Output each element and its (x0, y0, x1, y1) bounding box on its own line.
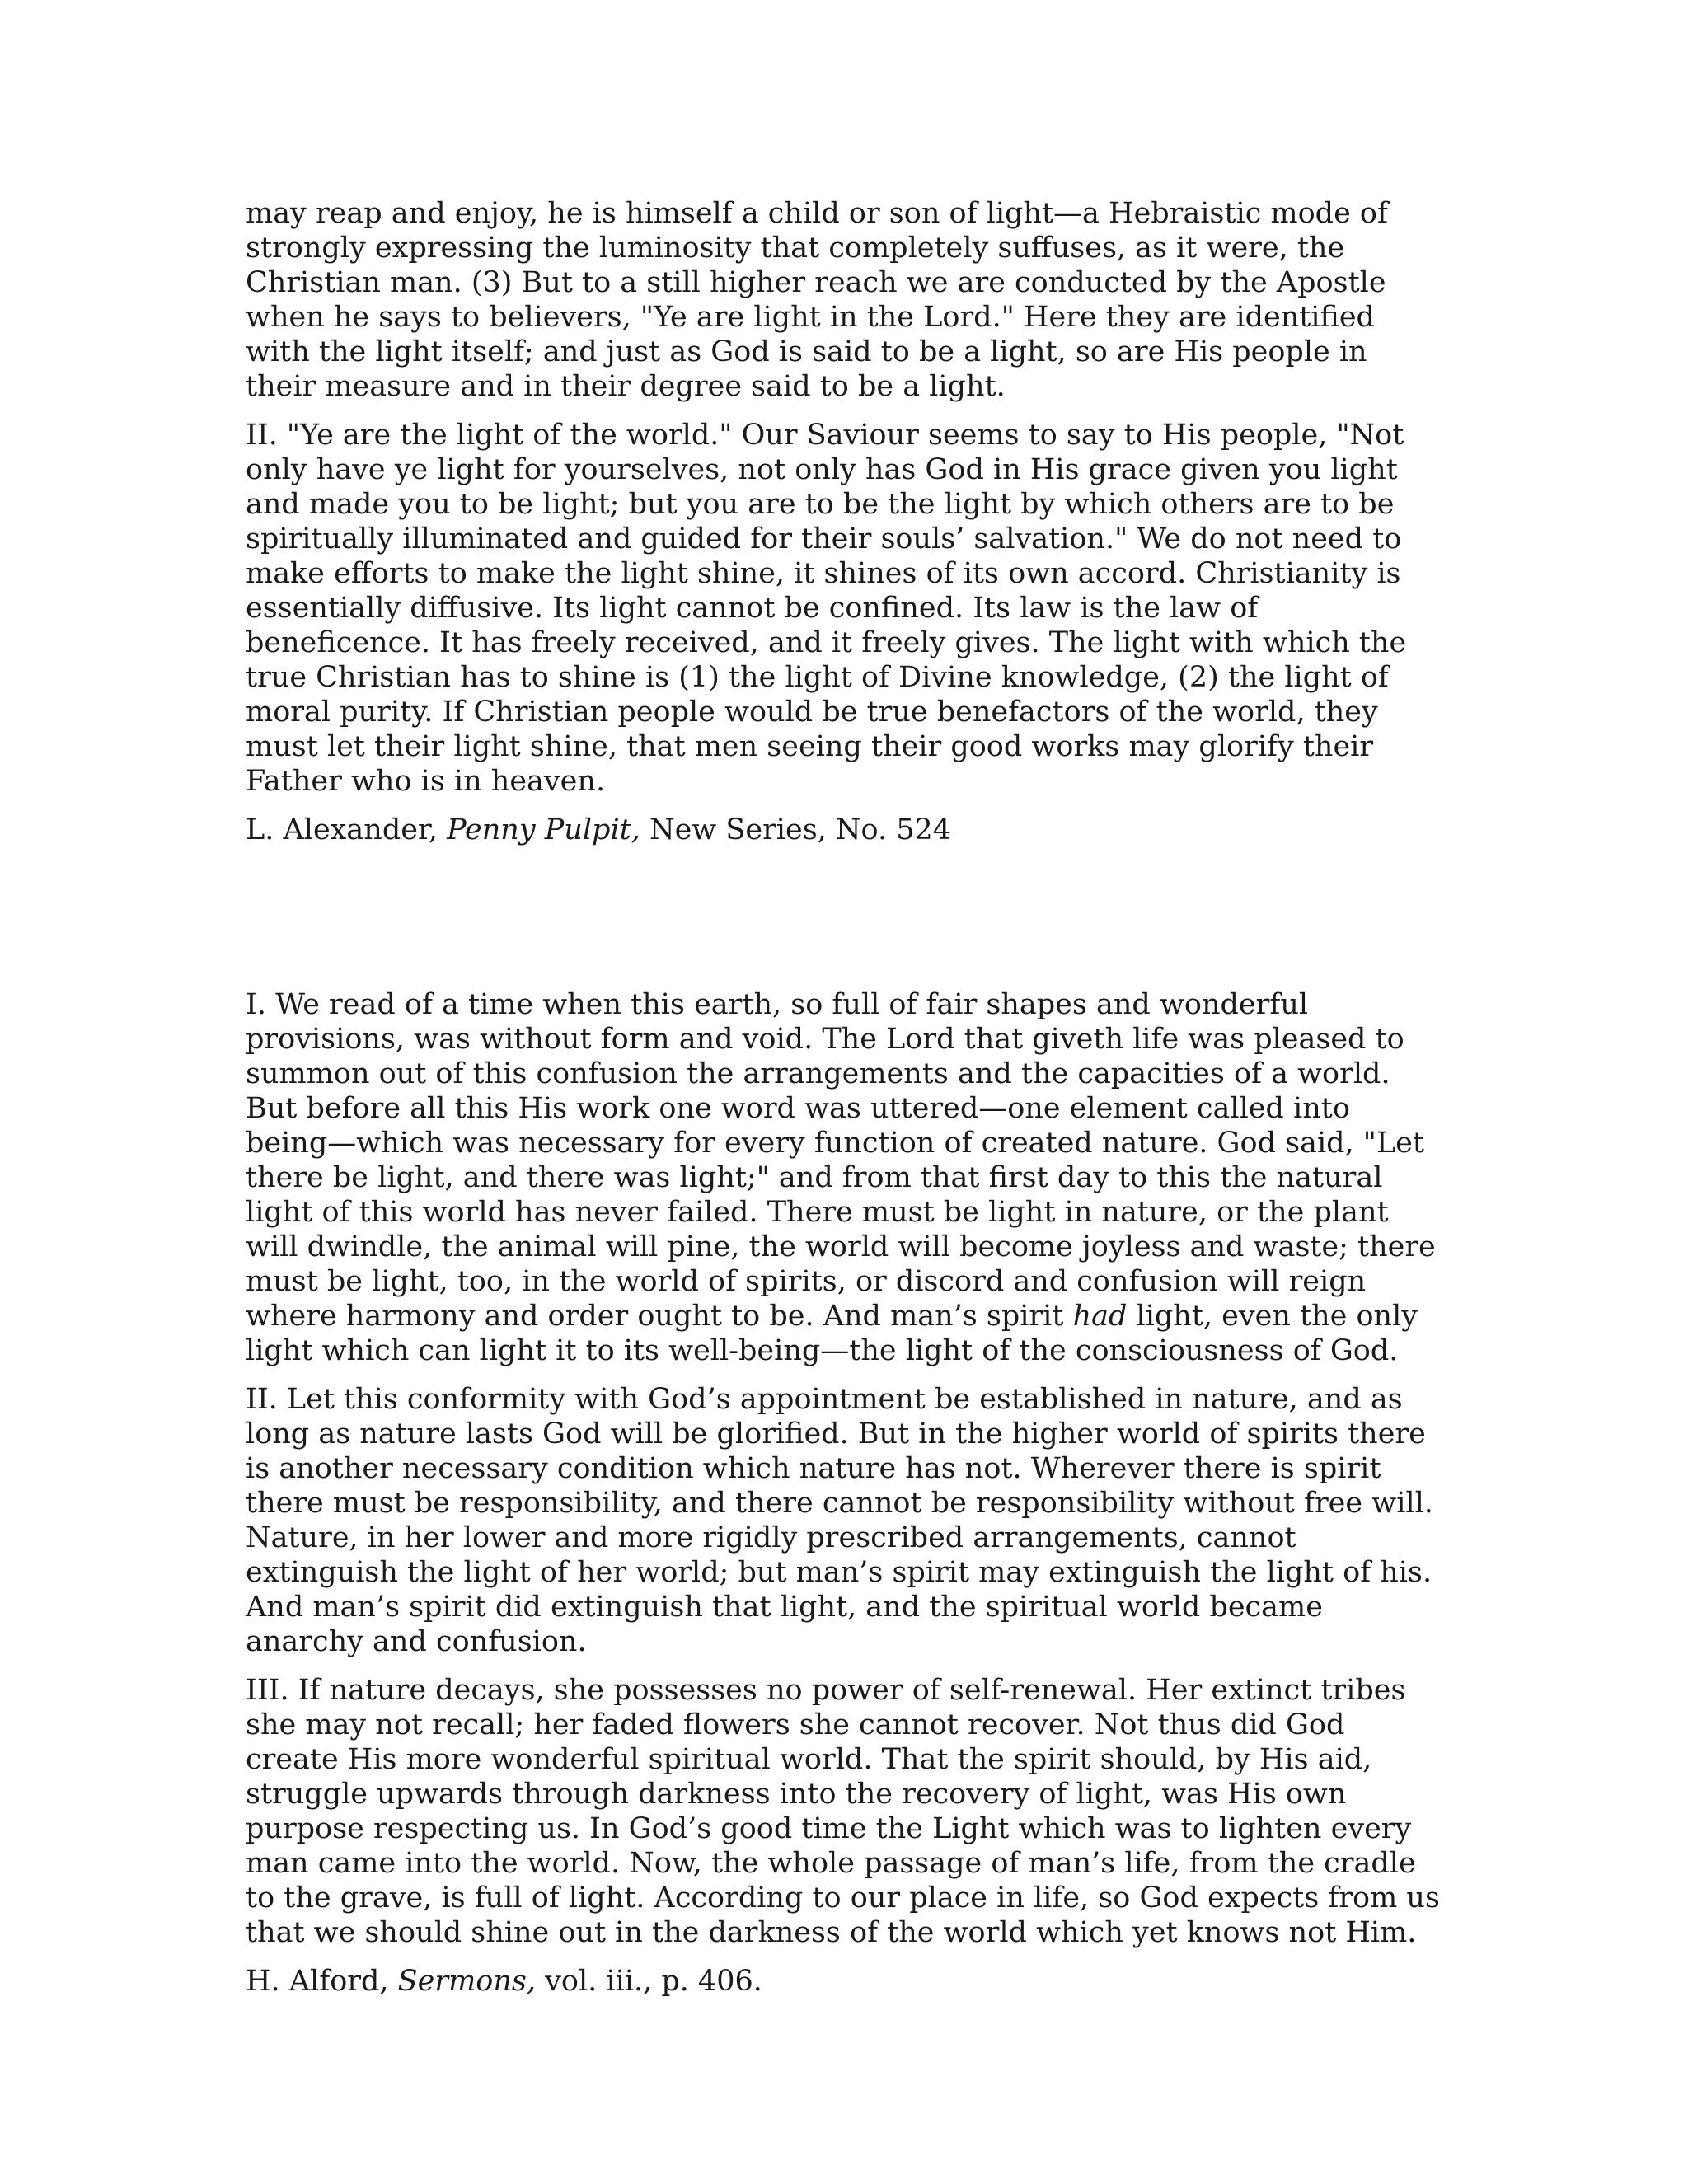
citation-alexander (246, 813, 1441, 847)
citation-work-title: Sermons, (397, 1965, 536, 1998)
citation-author: H. Alford, (246, 1965, 398, 1998)
citation-details: New Series, No. 524 (640, 813, 952, 846)
citation-details: vol. iii., p. 406. (535, 1965, 762, 1998)
citation-author: L. Alexander, (246, 813, 448, 846)
section-spacer (246, 847, 1441, 987)
paragraph-text: I. We read of a time when this earth, so full of fair shapes and wonderful provisions, was without form and void. The Lord that giveth life was pleased to summon out of this confusion the arrangements and the capacities of a world. But before all this His work one word was uttered—one element called into being—which was necessary for every function of created nature. God said, "Let there be light, and there was light;" and from that first day to this the natural light of this world has never failed. There must be light in nature, or the plant will dwindle, the animal will pine, the world will become joyless and waste; there must be light, too, in the world of spirits, or discord and confusion will reign where harmony and order ought to be. And man’s spirit (246, 988, 1436, 1333)
paragraph-light-in-the-lord: may reap and enjoy, he is himself a child or son of light—a Hebraistic mode of strongly expressing the luminosity that completely suffuses, as it were, the Christian man. (3) But to a still higher reach we are conducted by the Apostle when he says to believers, "Ye are light in the Lord." Here they are identified with the light itself; and just as God is said to be a light, so are His people in their measure and in their degree said to be a light. (246, 197, 1388, 403)
document-page (246, 196, 1441, 1999)
paragraph-let-there-be-light (246, 987, 1441, 1368)
emphasis-text: had (1072, 1300, 1128, 1333)
paragraph-free-will: II. Let this conformity with God’s appointment be established in nature, and as long as nature lasts God will be glorified. But in the higher world of spirits there is another necessary condition which nature has not. Wherever there is spirit there must be responsibility, and there cannot be responsibility without free will. Nature, in her lower and more rigidly prescribed arrangements, cannot extinguish the light of her world; but man’s spirit may extinguish the light of his. And man’s spirit did extinguish that light, and the spiritual world became anarchy and confusion. (246, 1383, 1433, 1658)
paragraph-light-of-the-world: II. "Ye are the light of the world." Our Saviour seems to say to His people, "Not only have ye light for yourselves, not only has God in His grace given you light and made you to be light; but you are to be the light by which others are to be spiritually illuminated and guided for their souls’ salvation." We do not need to make efforts to make the light shine, it shines of its own accord. Christianity is essentially diffusive. Its light cannot be confined. Its law is the law of beneficence. It has freely received, and it freely gives. The light with which the true Christian has to shine is (1) the light of Divine knowledge, (2) the light of moral purity. If Christian people would be true benefactors of the world, they must let their light shine, that men seeing their good works may glorify their Father who is in heaven. (246, 419, 1407, 798)
citation-alford (246, 1964, 1441, 1999)
paragraph-recovery-of-light: III. If nature decays, she possesses no power of self-renewal. Her extinct tribes she may not recall; her faded flowers she cannot recover. Not thus did God create His more wonderful spiritual world. That the spirit should, by His aid, struggle upwards through darkness into the recovery of light, was His own purpose respecting us. In God’s good time the Light which was to lighten every man came into the world. Now, the whole passage of man’s life, from the cradle to the grave, is full of light. According to our place in life, so God expects from us that we should shine out in the darkness of the world which yet knows not Him. (246, 1674, 1440, 1949)
citation-work-title: Penny Pulpit, (447, 813, 640, 846)
paragraph-text: light, even the only light which can light it to its well-being—the light of the consciousness of God. (246, 1300, 1418, 1367)
